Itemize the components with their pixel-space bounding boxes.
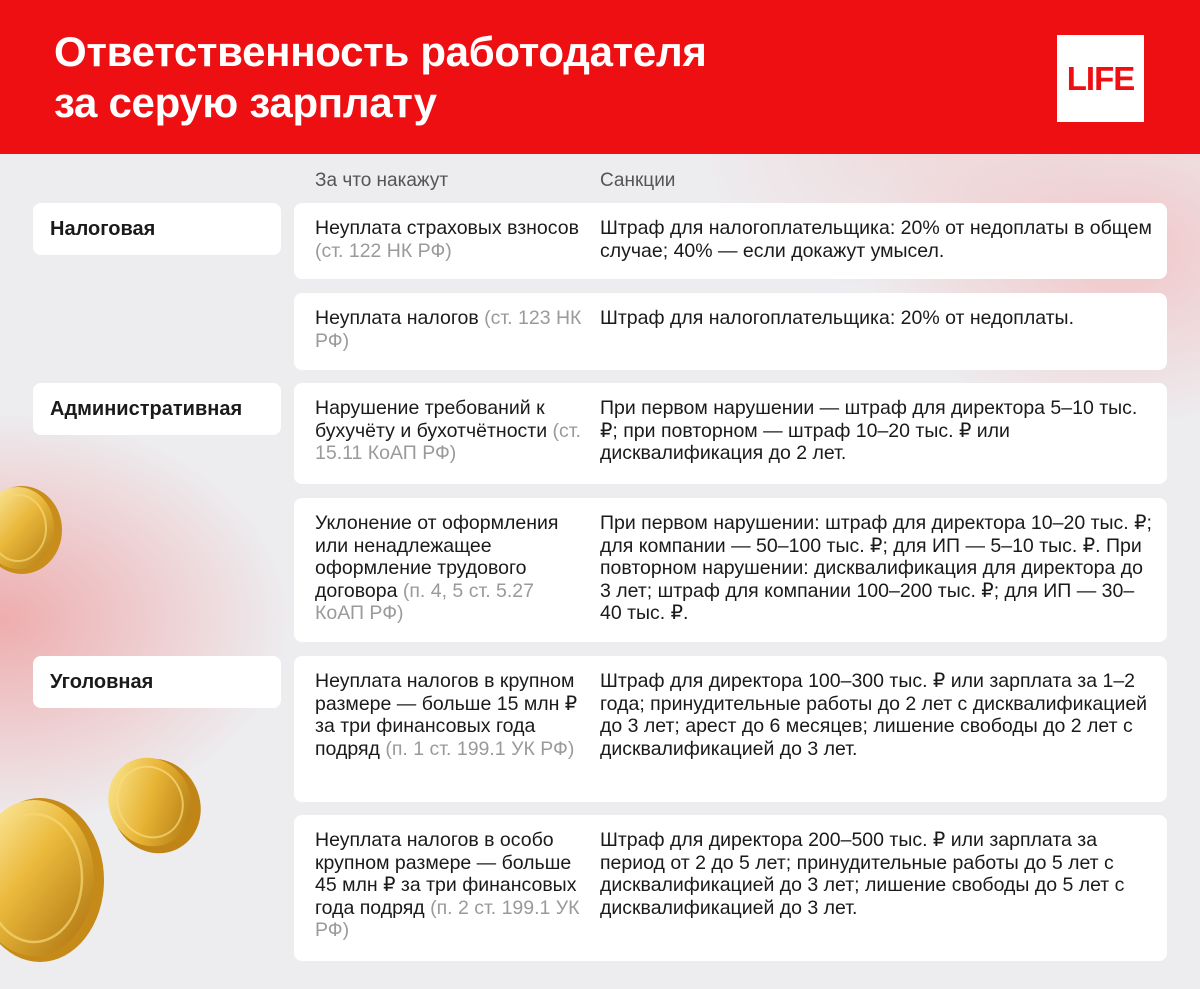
law-reference: (п. 4, 5 ст. 5.27 КоАП РФ) [315,579,534,625]
law-reference: (ст. 123 НК РФ) [315,307,582,352]
reason-cell [315,829,587,942]
category-label: Налоговая [50,217,156,240]
law-reference: (ст. 15.11 КоАП РФ) [315,419,581,465]
law-reference: (ст. 122 НК РФ) [315,239,452,262]
reason-cell [315,512,587,625]
reason-cell [315,217,587,262]
category-administrative [33,383,281,435]
reason-text: Неуплата налогов в особо крупном размере — больше 45 млн ₽ за три финансовых года подряд [315,829,577,919]
table-row [294,815,1167,961]
sanction-cell: Штраф для налогоплательщика: 20% от недоплаты в общем случае; 40% — если докажут умысел. [600,217,1152,262]
sanction-cell: Штраф для директора 100–300 тыс. ₽ или зарплата за 1–2 года; принудительные работы до 2 лет с дисквалификацией до 3 лет; арест до 6 месяцев; лишение свободы до 2 лет с дисквалификацией до 3 лет. [600,670,1148,760]
reason-cell [315,307,587,352]
table-row [294,203,1167,279]
column-header-sanctions: Санкции [600,170,676,191]
sanction-cell: При первом нарушении — штраф для директора 5–10 тыс. ₽; при повторном — штраф 10–20 тыс. ₽ или дисквалификация до 2 лет. [600,397,1138,465]
logo-text: LIFE [1066,59,1135,97]
life-logo [1057,35,1144,122]
reason-text: Уклонение от оформления или ненадлежащее оформление трудового договора [315,512,559,602]
table-row [294,656,1167,802]
category-tax [33,203,281,255]
law-reference: (п. 2 ст. 199.1 УК РФ) [315,896,580,942]
table-row [294,293,1167,370]
title-line-2: за серую зарплату [54,79,437,126]
category-label: Уголовная [50,670,154,693]
reason-cell [315,397,587,465]
page-title [54,26,707,128]
category-label: Административная [50,397,243,420]
header-banner [0,0,1200,154]
category-criminal [33,656,281,708]
law-reference: (п. 1 ст. 199.1 УК РФ) [385,737,575,760]
column-header-reason: За что накажут [315,170,449,191]
table-row [294,383,1167,484]
reason-text: Нарушение требований к бухучёту и бухотчётности [315,397,553,442]
title-line-1: Ответственность работодателя [54,28,707,75]
sanction-cell: Штраф для директора 200–500 тыс. ₽ или зарплата за период от 2 до 5 лет; принудительные работы до 5 лет с дисквалификацией до 3 лет; лишение свободы до 5 лет с дисквалификацией до 3 лет. [600,829,1125,919]
gold-coin-icon [0,478,70,578]
reason-text: Неуплата налогов в крупном размере — больше 15 млн ₽ за три финансовых года подряд [315,670,578,760]
reason-cell [315,670,587,760]
sanction-cell: Штраф для налогоплательщика: 20% от недоплаты. [600,307,1074,329]
table-row [294,498,1167,642]
gold-coin-icon [0,790,110,970]
gold-coin-icon [98,748,208,858]
reason-text: Неуплата налогов [315,307,485,329]
reason-text: Неуплата страховых взносов [315,217,579,239]
sanction-cell: При первом нарушении: штраф для директора 10–20 тыс. ₽; для компании — 50–100 тыс. ₽; для ИП — 5–10 тыс. ₽. При повторном нарушении: дисквалификация для директора до 3 лет; штраф для компании 100–200 тыс. ₽; для ИП — 30–40 тыс. ₽. [600,512,1152,625]
